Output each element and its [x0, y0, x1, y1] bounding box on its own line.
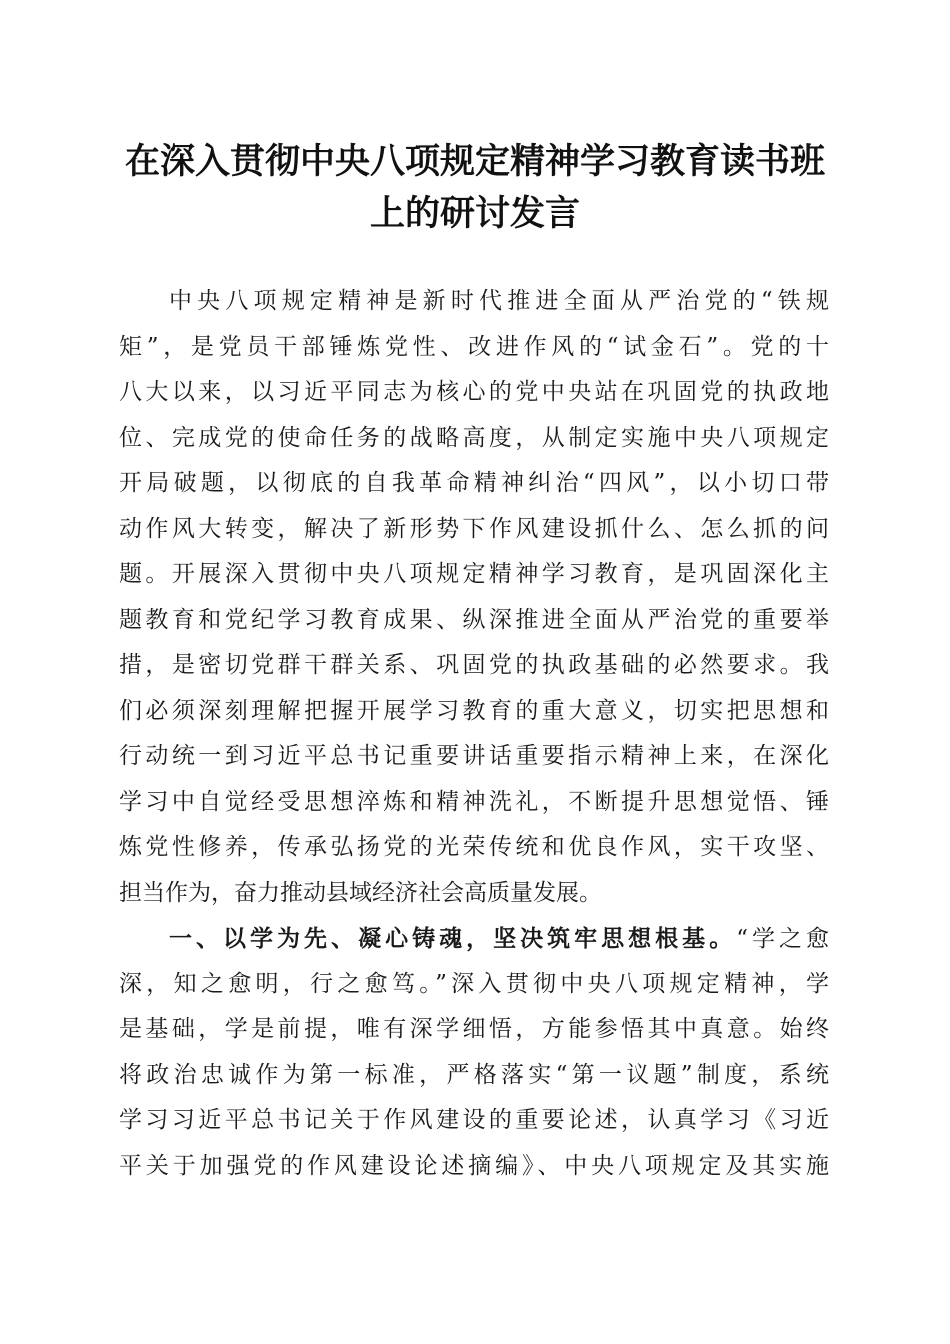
- section-1-first-line-rest: “学之愈: [736, 926, 829, 952]
- paragraph-line: 矩”，是党员干部锤炼党性、改进作风的“试金石”。党的十: [119, 333, 829, 360]
- section-1: [119, 916, 829, 1189]
- paragraph-line: 动作风大转变，解决了新形势下作风建设抓什么、怎么抓的问: [119, 515, 829, 542]
- paragraph-line: 位、完成党的使命任务的战略高度，从制定实施中央八项规定: [119, 424, 829, 451]
- paragraph-line: 炼党性修养，传承弘扬党的光荣传统和优良作风，实干攻坚、: [119, 834, 829, 860]
- section-1-first-line: [119, 916, 829, 962]
- document-title: [100, 136, 850, 240]
- title-line-2: 上的研讨发言: [369, 193, 580, 234]
- paragraph-line: 是基础，学是前提，唯有深学细悟，方能参悟其中真意。始终: [119, 1016, 829, 1042]
- title-line-1: 在深入贯彻中央八项规定精神学习教育读书班: [124, 141, 825, 182]
- paragraph-line: 担当作为，奋力推动县域经济社会高质量发展。: [119, 879, 602, 906]
- paragraph-line: 们必须深刻理解把握开展学习教育的重大意义，切实把思想和: [119, 697, 829, 724]
- paragraph-intro: [119, 279, 829, 916]
- paragraph-line: 学习习近平总书记关于作风建设的重要论述，认真学习《习近: [119, 1107, 829, 1133]
- paragraph-line: 措，是密切党群干群关系、巩固党的执政基础的必然要求。我: [119, 652, 829, 678]
- paragraph-line: 开局破题，以彻底的自我革命精神纠治“四风”，以小切口带: [119, 470, 829, 496]
- paragraph-line: 中央八项规定精神是新时代推进全面从严治党的“铁规: [169, 288, 829, 314]
- paragraph-line: 学习中自觉经受思想淬炼和精神洗礼，不断提升思想觉悟、锤: [119, 788, 829, 815]
- paragraph-line: 将政治忠诚作为第一标准，严格落实“第一议题”制度，系统: [119, 1061, 829, 1088]
- document-body: [119, 279, 829, 1189]
- paragraph-line: 行动统一到习近平总书记重要讲话重要指示精神上来，在深化: [119, 743, 829, 769]
- section-1-heading: 一、以学为先、凝心铸魂，坚决筑牢思想根基。: [169, 925, 737, 952]
- paragraph-line: 平关于加强党的作风建设论述摘编》、中央八项规定及其实施: [119, 1152, 829, 1179]
- paragraph-line: 深，知之愈明，行之愈笃。”深入贯彻中央八项规定精神，学: [119, 970, 829, 997]
- paragraph-line: 题教育和党纪学习教育成果、纵深推进全面从严治党的重要举: [119, 606, 829, 633]
- paragraph-line: 题。开展深入贯彻中央八项规定精神学习教育，是巩固深化主: [119, 561, 829, 587]
- paragraph-line: 八大以来，以习近平同志为核心的党中央站在巩固党的执政地: [119, 379, 829, 405]
